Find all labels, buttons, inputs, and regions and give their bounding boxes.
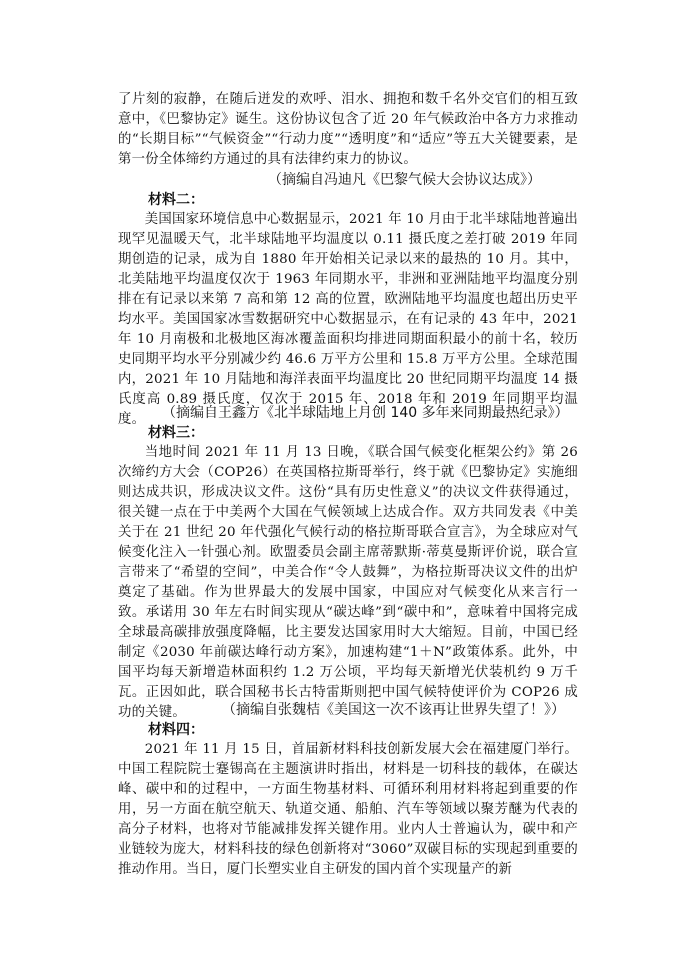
section3-heading: 材料三： (148, 425, 204, 441)
section4-paragraph: 2021 年 11 月 15 日，首届新材料科技创新发展大会在福建厦门举行。中国工程院院士蹇锡高在主题演讲时指出，材料是一切科技的载体，在碳达峰、碳中和的过程中，一方面生物基材料、可循环利用材料将起到重要的作用，另一方面在航空航天、轨道交通、船舶、汽车等领域以聚芳醚为代表的高分子材料，也将对节能减排发挥关键作用。业内人士普遍认为，碳中和产业链较为庞大，材料科技的绿色创新将对“3060”双碳目标的实现起到重要的推动作用。当日，厦门长塑实业自主研发的国内首个实现量产的新 (118, 742, 578, 877)
section1-paragraph: 了片刻的寂静，在随后迸发的欢呼、泪水、拥抱和数千名外交官们的相互致意中，《巴黎协定》诞生。这份协议包含了近 20 年气候政治中各方力求推动的“长期目标”“气候资金”“行动力度”“透明度”和“适应”等五大关键要素，是第一份全体缔约方通过的具有法律约束力的协议。 (118, 92, 578, 167)
section2-paragraph: 美国国家环境信息中心数据显示，2021 年 10 月由于北半球陆地普遍出现罕见温暖天气，北半球陆地平均温度以 0.11 摄氏度之差打破 2019 年同期创造的记录，成为自 1880 年开始相关记录以来的最热的 10 月。其中，北美陆地平均温度仅次于 1963 年同期水平，非洲和亚洲陆地平均温度分别排在有记录以来第 7 高和第 12 高的位置，欧洲陆地平均温度也超出历史平均水平。美国国家冰雪数据研究中心数据显示，在有记录的 43 年中，2021 年 10 月南极和北极地区海冰覆盖面积均排进同期面积最小的前十名，较历史同期平均水平分别减少约 46.6 万平方公里和 15.8 万平方公里。全球范围内，2021 年 10 月陆地和海洋表面平均温度比 20 世纪同期平均温度 14 摄氏度高 0.89 摄氏度，仅次于 2015 年、2018 年和 2019 年同期平均温度。 (118, 212, 578, 427)
section3-paragraph: 当地时间 2021 年 11 月 13 日晚，《联合国气候变化框架公约》第 26 次缔约方大会（COP26）在英国格拉斯哥举行，终于就《巴黎协定》实施细则达成共识，形成决议文件。这份“具有历史性意义”的决议文件获得通过，很关键一点在于中美两个大国在气候领域上达成合作。双方共同发表《中美关于在 21 世纪 20 年代强化气候行动的格拉斯哥联合宣言》，为全球应对气候变化注入一针强心剂。欧盟委员会副主席蒂默斯·蒂莫曼斯评价说，联合宣言带来了“希望的空间”，中美合作“令人鼓舞”，为格拉斯哥决议文件的出炉奠定了基础。作为世界最大的发展中国家，中国应对气候变化从来言行一致。承诺用 30 年左右时间实现从“碳达峰”到“碳中和”，意味着中国将完成全球最高碳排放强度降幅，比主要发达国家用时大大缩短。目前，中国已经制定《2030 年前碳达峰行动方案》，加速构建“1＋N”政策体系。此外，中国平均每天新增造林面积约 1.2 万公顷，平均每天新增光伏装机约 9 万千瓦。正因如此，联合国秘书长古特雷斯则把中国气候特使评价为 COP26 成功的关键。 (118, 445, 578, 720)
section1-source: （摘编自冯迪凡《巴黎气候大会协议达成》） (268, 172, 541, 188)
section3-source: （摘编自张魏桔《美国这一次不该再让世界失望了！》） (222, 702, 565, 718)
section2-heading: 材料二： (148, 192, 204, 208)
section2-source: （摘编自王鑫方《北半球陆地上月创 140 多年来同期最热纪录》） (162, 405, 569, 421)
section4-heading: 材料四： (148, 722, 204, 738)
